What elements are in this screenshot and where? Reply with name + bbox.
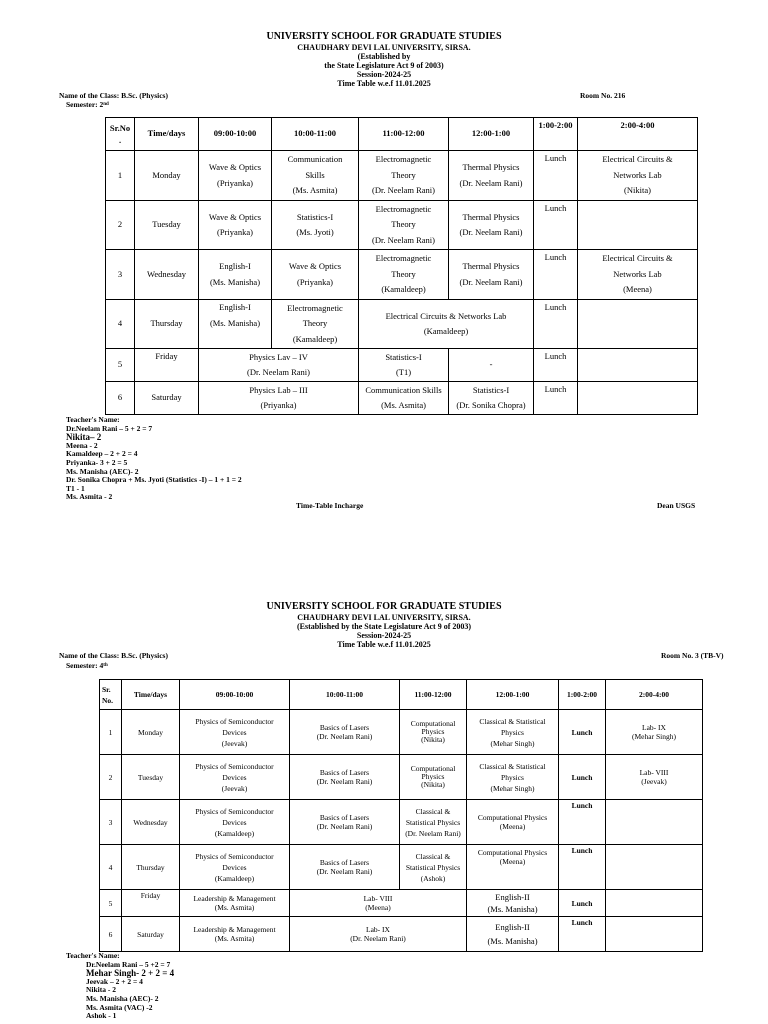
teacher-load: Nikita– 2 — [66, 432, 102, 443]
table-row-saturday — [106, 382, 698, 415]
lunch-cell: Lunch — [534, 349, 578, 382]
teacher-load: Mehar Singh- 2 + 2 = 4 — [86, 968, 175, 979]
day-cell: Monday — [135, 151, 199, 201]
lunch-cell: Lunch — [559, 710, 606, 755]
teacher-load: Meena - 2 — [66, 440, 98, 450]
col-header-slot-2: 10:00-11:00 — [272, 118, 359, 151]
class-cell: Basics of Lasers (Dr. Neelam Rani) — [290, 800, 400, 845]
sr-no-cell: 5 — [100, 890, 122, 917]
lunch-cell: Lunch — [559, 917, 606, 952]
timetable-effective-date: Time Table w.e.f 11.01.2025 — [337, 640, 431, 649]
class-cell: Physics of Semiconductor Devices (Jeevak) — [180, 710, 290, 755]
table-header-row — [106, 118, 698, 151]
timetable-1-table — [105, 117, 698, 415]
lunch-cell: Lunch — [534, 201, 578, 250]
class-cell: Thermal Physics (Dr. Neelam Rani) — [449, 250, 534, 300]
empty-cell — [606, 917, 703, 952]
teacher-list-2 — [66, 952, 174, 1021]
empty-cell — [606, 845, 703, 890]
class-cell: Communication Skills (Ms. Asmita) — [359, 382, 449, 415]
table-row-monday — [100, 710, 703, 755]
day-cell: Thursday — [135, 300, 199, 349]
class-cell: Thermal Physics (Dr. Neelam Rani) — [449, 201, 534, 250]
class-cell: Classical & Statistical Physics (Dr. Neelam Rani) — [400, 800, 467, 845]
col-header-slot-4: 12:00-1:00 — [449, 118, 534, 151]
table-row-tuesday — [100, 755, 703, 800]
empty-cell — [578, 349, 698, 382]
lab-cell: Lab- VIII (Meena) — [290, 890, 467, 917]
class-cell: Computational Physics (Meena) — [467, 800, 559, 845]
semester-label: Semester: 2nd — [66, 100, 109, 109]
col-header-sr-no: Sr.No . — [106, 118, 135, 151]
class-cell: Classical & Statistical Physics (Ashok) — [400, 845, 467, 890]
class-cell: Classical & Statistical Physics (Mehar Singh) — [467, 710, 559, 755]
sr-no-cell: 3 — [100, 800, 122, 845]
established-line: (Established by the State Legislature Act 9 of 2003) — [296, 622, 472, 631]
teacher-load: Ashok - 1 — [86, 1011, 117, 1021]
sr-no-cell: 6 — [100, 917, 122, 952]
col-header-slot-5: 1:00-2:00 — [559, 680, 606, 710]
lab-cell: Lab- IX (Dr. Neelam Rani) — [290, 917, 467, 952]
sr-no-cell: 2 — [106, 201, 135, 250]
col-header-time-days: Time/days — [122, 680, 180, 710]
col-header-slot-6: 2:00-4:00 — [606, 680, 703, 710]
lunch-cell: Lunch — [559, 890, 606, 917]
col-header-slot-6: 2:00-4:00 — [578, 118, 698, 151]
teacher-load: Priyanka- 3 + 2 = 5 — [66, 457, 128, 467]
established-line-1: (Established by — [357, 52, 411, 61]
table-row-wednesday — [100, 800, 703, 845]
timetable-2-header — [0, 601, 768, 649]
university-school-title: UNIVERSITY SCHOOL FOR GRADUATE STUDIES — [266, 31, 502, 42]
class-cell: Electromagnetic Theory (Dr. Neelam Rani) — [359, 201, 449, 250]
col-header-slot-3: 11:00-12:00 — [359, 118, 449, 151]
timetable-incharge-signature: Time-Table Incharge — [296, 501, 364, 510]
col-header-slot-3: 11:00-12:00 — [400, 680, 467, 710]
day-cell: Friday — [135, 349, 199, 382]
col-header-slot-4: 12:00-1:00 — [467, 680, 559, 710]
empty-cell — [578, 382, 698, 415]
sr-no-cell: 4 — [100, 845, 122, 890]
session-label: Session-2024-25 — [356, 631, 412, 640]
col-header-slot-1: 09:00-10:00 — [180, 680, 290, 710]
established-line-2: the State Legislature Act 9 of 2003) — [324, 61, 444, 70]
sr-no-cell: 1 — [100, 710, 122, 755]
table-row-wednesday — [106, 250, 698, 300]
lunch-cell: Lunch — [534, 151, 578, 201]
class-cell: Leadership & Management (Ms. Asmita) — [180, 917, 290, 952]
class-cell: Statistics-I (T1) — [359, 349, 449, 382]
teacher-list-heading: Teacher's Name: — [66, 951, 120, 960]
day-cell: Thursday — [122, 845, 180, 890]
teacher-load: Kamaldeep – 2 + 2 = 4 — [66, 449, 138, 459]
table-row-monday — [106, 151, 698, 201]
col-header-slot-1: 09:00-10:00 — [199, 118, 272, 151]
sr-no-cell: 5 — [106, 349, 135, 382]
day-cell: Tuesday — [135, 201, 199, 250]
empty-cell — [578, 300, 698, 349]
class-cell: Computational Physics (Nikita) — [400, 710, 467, 755]
class-cell: Leadership & Management (Ms. Asmita) — [180, 890, 290, 917]
class-cell: Computational Physics (Meena) — [467, 845, 559, 890]
day-cell: Monday — [122, 710, 180, 755]
table-row-thursday — [106, 300, 698, 349]
lunch-cell: Lunch — [534, 382, 578, 415]
table-row-thursday — [100, 845, 703, 890]
class-cell: - — [449, 349, 534, 382]
timetable-2-table — [99, 679, 703, 952]
lunch-cell: Lunch — [559, 845, 606, 890]
class-cell: Electromagnetic Theory (Kamaldeep) — [272, 300, 359, 349]
class-cell: Wave & Optics (Priyanka) — [199, 201, 272, 250]
lunch-cell: Lunch — [534, 300, 578, 349]
university-name: CHAUDHARY DEVI LAL UNIVERSITY, SIRSA. — [297, 613, 471, 622]
table-row-saturday — [100, 917, 703, 952]
university-name: CHAUDHARY DEVI LAL UNIVERSITY, SIRSA. — [297, 43, 471, 52]
table-row-friday — [106, 349, 698, 382]
day-cell: Wednesday — [122, 800, 180, 845]
empty-cell — [578, 201, 698, 250]
teacher-list-1 — [66, 416, 242, 502]
class-cell: English-II (Ms. Manisha) — [467, 917, 559, 952]
timetable-effective-date: Time Table w.e.f 11.01.2025 — [337, 79, 431, 88]
dean-signature: Dean USGS — [657, 501, 696, 510]
teacher-load: Ms. Asmita - 2 — [66, 492, 113, 502]
sr-no-cell: 6 — [106, 382, 135, 415]
class-cell: Physics of Semiconductor Devices (Kamaldeep) — [180, 845, 290, 890]
teacher-load: Ms. Manisha (AEC)- 2 — [86, 993, 159, 1003]
col-header-slot-2: 10:00-11:00 — [290, 680, 400, 710]
class-cell: Basics of Lasers (Dr. Neelam Rani) — [290, 710, 400, 755]
class-name: Name of the Class: B.Sc. (Physics) — [59, 91, 168, 100]
class-cell: Wave & Optics (Priyanka) — [272, 250, 359, 300]
teacher-load: Jeevak – 2 + 2 = 4 — [86, 976, 143, 986]
sr-no-cell: 3 — [106, 250, 135, 300]
class-cell: Classical & Statistical Physics (Mehar Singh) — [467, 755, 559, 800]
sr-no-cell: 1 — [106, 151, 135, 201]
table-header-row — [100, 680, 703, 710]
day-cell: Friday — [122, 890, 180, 917]
table-row-friday — [100, 890, 703, 917]
class-cell: Physics of Semiconductor Devices (Jeevak) — [180, 755, 290, 800]
lab-cell: Electrical Circuits & Networks Lab (Nikita) — [578, 151, 698, 201]
class-cell: Electromagnetic Theory (Kamaldeep) — [359, 250, 449, 300]
lab-cell: Physics Lav – IV (Dr. Neelam Rani) — [199, 349, 359, 382]
class-cell: Statistics-I (Dr. Sonika Chopra) — [449, 382, 534, 415]
teacher-load: Dr. Sonika Chopra + Ms. Jyoti (Statistics -I) – 1 + 1 = 2 — [66, 475, 242, 485]
timetable-1-header — [0, 31, 768, 88]
teacher-list-heading: Teacher's Name: — [66, 415, 120, 424]
teacher-load: Dr.Neelam Rani – 5 + 2 = 7 — [66, 423, 153, 433]
day-cell: Saturday — [135, 382, 199, 415]
university-school-title: UNIVERSITY SCHOOL FOR GRADUATE STUDIES — [266, 601, 502, 612]
room-number: Room No. 3 (TB-V) — [661, 651, 724, 660]
class-cell: English-I (Ms. Manisha) — [199, 300, 272, 349]
lab-cell: Lab- IX (Mehar Singh) — [606, 710, 703, 755]
col-header-sr-no: Sr. No. — [100, 680, 122, 710]
class-name: Name of the Class: B.Sc. (Physics) — [59, 651, 168, 660]
session-label: Session-2024-25 — [356, 70, 412, 79]
teacher-load: Ms. Manisha (AEC)- 2 — [66, 466, 139, 476]
class-cell: Wave & Optics (Priyanka) — [199, 151, 272, 201]
teacher-load: T1 - 1 — [66, 483, 85, 493]
class-cell: Thermal Physics (Dr. Neelam Rani) — [449, 151, 534, 201]
class-cell: Basics of Lasers (Dr. Neelam Rani) — [290, 845, 400, 890]
lunch-cell: Lunch — [534, 250, 578, 300]
class-cell: Electromagnetic Theory (Dr. Neelam Rani) — [359, 151, 449, 201]
lab-cell: Lab- VIII (Jeevak) — [606, 755, 703, 800]
empty-cell — [606, 800, 703, 845]
sr-no-cell: 2 — [100, 755, 122, 800]
room-number: Room No. 216 — [580, 91, 626, 100]
day-cell: Tuesday — [122, 755, 180, 800]
lab-cell: Physics Lab – III (Priyanka) — [199, 382, 359, 415]
teacher-load: Ms. Asmita (VAC) -2 — [86, 1002, 153, 1012]
day-cell: Wednesday — [135, 250, 199, 300]
col-header-time-days: Time/days — [135, 118, 199, 151]
lunch-cell: Lunch — [559, 800, 606, 845]
table-row-tuesday — [106, 201, 698, 250]
class-cell: English-II (Ms. Manisha) — [467, 890, 559, 917]
teacher-load: Dr.Neelam Rani – 5 +2 = 7 — [86, 959, 171, 969]
lab-cell: Electrical Circuits & Networks Lab (Kamaldeep) — [359, 300, 534, 349]
sr-no-cell: 4 — [106, 300, 135, 349]
class-cell: Communication Skills (Ms. Asmita) — [272, 151, 359, 201]
empty-cell — [606, 890, 703, 917]
lab-cell: Electrical Circuits & Networks Lab (Meena) — [578, 250, 698, 300]
class-cell: Computational Physics (Nikita) — [400, 755, 467, 800]
class-cell: Statistics-I (Ms. Jyoti) — [272, 201, 359, 250]
day-cell: Saturday — [122, 917, 180, 952]
semester-label: Semester: 4th — [66, 661, 108, 670]
class-cell: English-I (Ms. Manisha) — [199, 250, 272, 300]
col-header-slot-5: 1:00-2:00 — [534, 118, 578, 151]
lunch-cell: Lunch — [559, 755, 606, 800]
teacher-load: Nikita - 2 — [86, 985, 116, 995]
class-cell: Physics of Semiconductor Devices (Kamaldeep) — [180, 800, 290, 845]
class-cell: Basics of Lasers (Dr. Neelam Rani) — [290, 755, 400, 800]
